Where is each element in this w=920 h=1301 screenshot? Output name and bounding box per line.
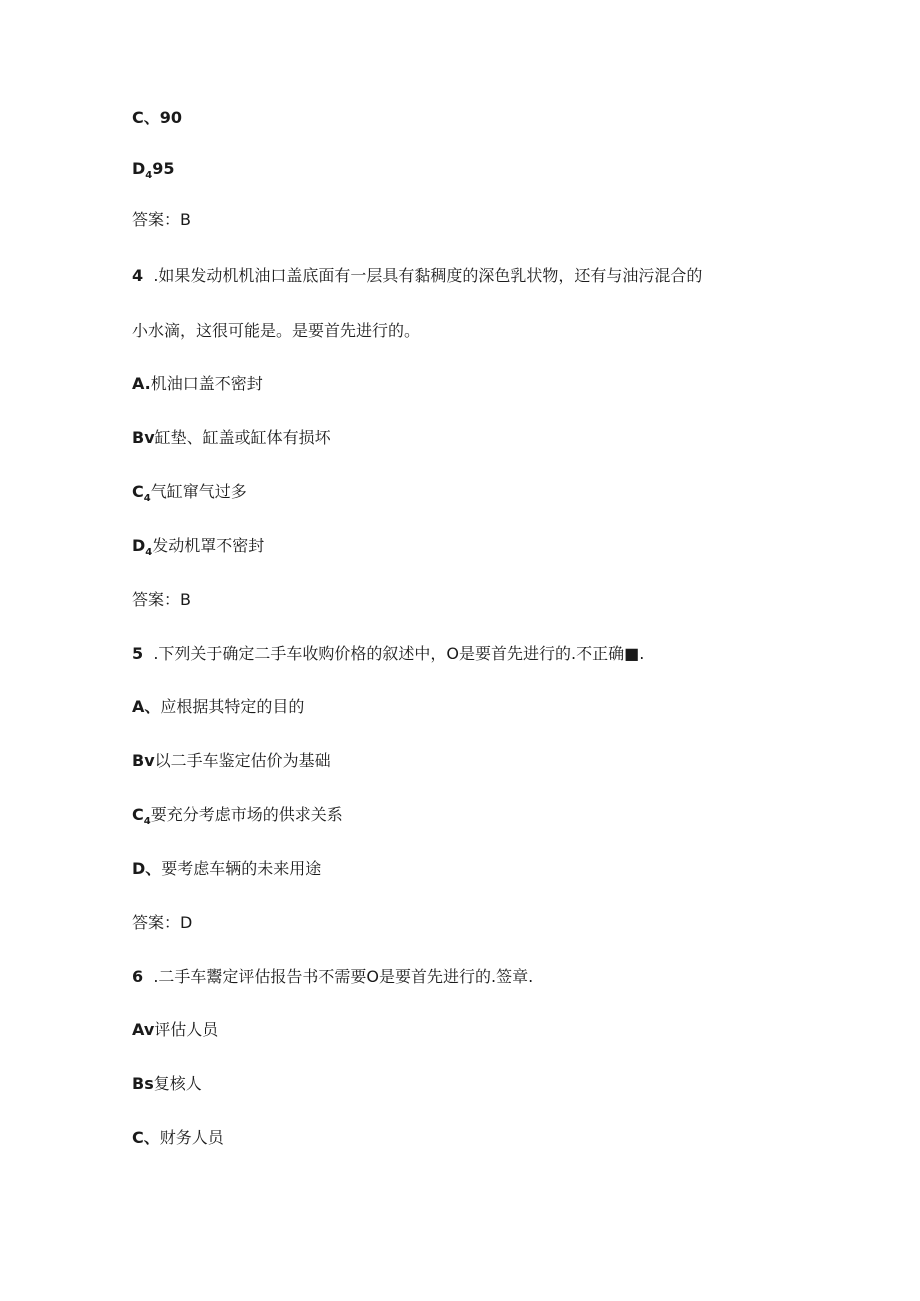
question-5-option-a: A、应根据其特定的目的 (132, 697, 305, 716)
question-6-option-a: Av评估人员 (132, 1020, 219, 1039)
question-6-option-b: Bs复核人 (132, 1074, 202, 1093)
option-d-prev: $D_495$ (132, 159, 175, 181)
question-4-option-d: $D_4$发动机罩不密封 (132, 536, 265, 558)
answer-4: 答案：B (132, 590, 191, 609)
question-5-option-d: D、要考虑车辆的未来用途 (132, 859, 322, 878)
answer-3: 答案：B (132, 210, 191, 229)
question-5: 5 .下列关于确定二手车收购价格的叙述中，O是要首先进行的.不正确■. (132, 644, 645, 663)
question-5-option-c: $C_4$要充分考虑市场的供求关系 (132, 805, 343, 827)
question-6: 6 .二手车鬻定评估报告书不需要O是要首先进行的.签章. (132, 967, 534, 986)
question-4-line-2: 小水滴，这很可能是。是要首先进行的。 (132, 321, 421, 340)
question-4-line-1: 4 .如果发动机机油口盖底面有一层具有黏稠度的深色乳状物，还有与油污混合的 (132, 266, 703, 285)
question-5-option-b: Bv以二手车鉴定估价为基础 (132, 751, 331, 770)
option-c-prev: C、90 (132, 108, 183, 127)
question-4-option-c: $C_4$气缸窜气过多 (132, 482, 247, 504)
question-4-option-a: A.机油口盖不密封 (132, 374, 263, 393)
answer-5: 答案：D (132, 913, 193, 932)
question-6-option-c: C、财务人员 (132, 1128, 224, 1147)
question-4-option-b: Bv缸垫、缸盖或缸体有损坏 (132, 428, 331, 447)
